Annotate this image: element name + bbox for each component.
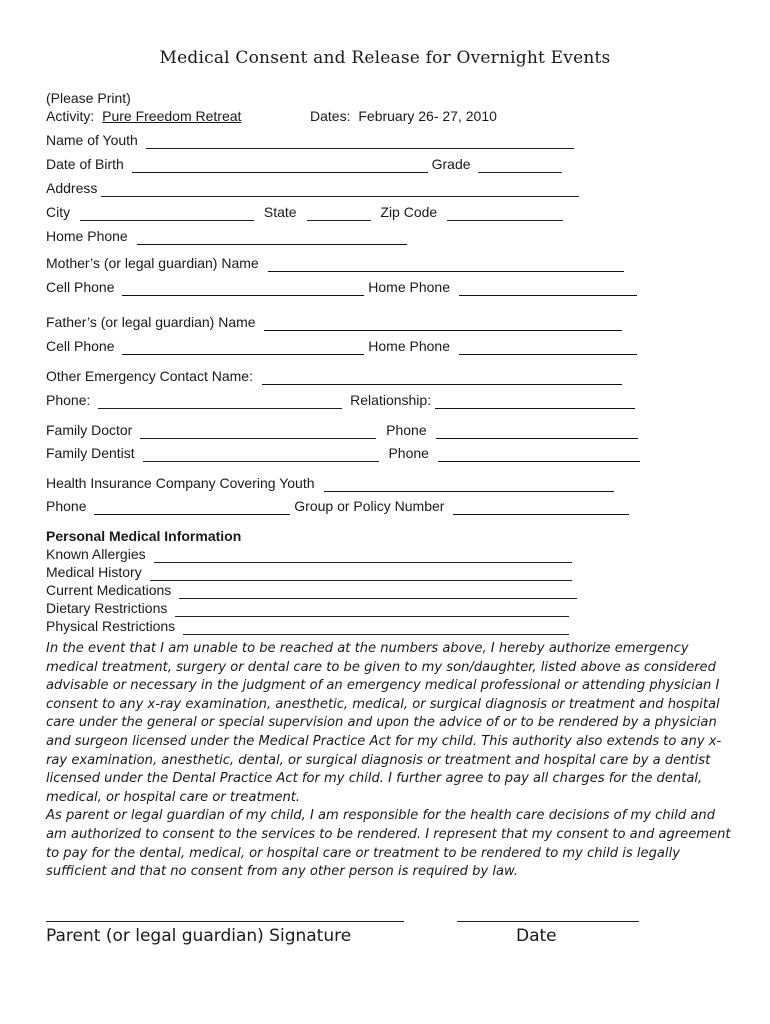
insurance-input[interactable] <box>324 477 614 492</box>
history-input[interactable] <box>150 566 572 581</box>
signature-label: Parent (or legal guardian) Signature <box>46 926 352 946</box>
address-row <box>46 180 579 197</box>
city-row <box>46 204 563 221</box>
other-contact-label: Other Emergency Contact Name: <box>46 368 253 384</box>
state-label: State <box>263 204 297 220</box>
activity-row <box>46 108 241 125</box>
city-input[interactable] <box>80 206 254 221</box>
home-phone-label: Home Phone <box>46 228 128 244</box>
name-row <box>46 132 574 149</box>
activity-label: Activity: <box>46 108 95 124</box>
activity-value: Pure Freedom Retreat <box>102 108 242 124</box>
zip-label: Zip Code <box>380 204 438 220</box>
history-row <box>46 564 572 581</box>
father-cell-input[interactable] <box>122 340 364 355</box>
mother-label: Mother’s (or legal guardian) Name <box>46 255 259 271</box>
mother-row <box>46 255 624 272</box>
dates-row <box>310 108 497 125</box>
city-label: City <box>46 204 71 220</box>
cell-phone-label-2: Cell Phone <box>46 338 115 354</box>
signature-line[interactable] <box>46 921 404 922</box>
date-line[interactable] <box>457 921 639 922</box>
physical-label: Physical Restrictions <box>46 618 176 634</box>
father-label: Father’s (or legal guardian) Name <box>46 314 256 330</box>
other-phone-input[interactable] <box>98 394 342 409</box>
home-phone-label-2: Home Phone <box>368 279 450 295</box>
address-input[interactable] <box>101 182 579 197</box>
father-row <box>46 314 622 331</box>
home-phone-label-3: Home Phone <box>368 338 450 354</box>
allergies-label: Known Allergies <box>46 546 146 562</box>
cell-phone-label: Cell Phone <box>46 279 115 295</box>
medications-row <box>46 582 577 599</box>
doctor-row <box>46 422 638 439</box>
physical-row <box>46 618 569 635</box>
medications-input[interactable] <box>179 584 577 599</box>
home-phone-row <box>46 228 407 245</box>
dentist-input[interactable] <box>143 447 379 462</box>
doctor-phone-input[interactable] <box>436 424 638 439</box>
group-policy-input[interactable] <box>453 500 629 515</box>
grade-input[interactable] <box>478 158 562 173</box>
zip-input[interactable] <box>447 206 563 221</box>
mother-home-input[interactable] <box>459 281 637 296</box>
dob-label: Date of Birth <box>46 156 124 172</box>
insurance-row <box>46 475 614 492</box>
dentist-row <box>46 445 640 462</box>
phone-colon-label: Phone: <box>46 392 91 408</box>
doctor-label: Family Doctor <box>46 422 133 438</box>
doctor-phone-label: Phone <box>386 422 427 438</box>
history-label: Medical History <box>46 564 142 580</box>
allergies-row <box>46 546 572 563</box>
dob-input[interactable] <box>132 158 428 173</box>
insurance-phone-label: Phone <box>46 498 87 514</box>
dentist-phone-input[interactable] <box>438 447 640 462</box>
dentist-label: Family Dentist <box>46 445 135 461</box>
date-label: Date <box>516 926 557 946</box>
father-input[interactable] <box>264 316 622 331</box>
dietary-label: Dietary Restrictions <box>46 600 168 616</box>
allergies-input[interactable] <box>154 548 572 563</box>
father-phone-row <box>46 338 637 355</box>
dietary-row <box>46 600 569 617</box>
mother-phone-row <box>46 279 637 296</box>
insurance-phone-row <box>46 498 629 515</box>
home-phone-input[interactable] <box>137 230 407 245</box>
group-policy-label: Group or Policy Number <box>294 498 445 514</box>
doctor-input[interactable] <box>140 424 376 439</box>
consent-text <box>46 640 736 882</box>
print-note: (Please Print) <box>46 90 131 106</box>
relationship-input[interactable] <box>435 394 635 409</box>
dietary-input[interactable] <box>175 602 569 617</box>
dates-label: Dates: <box>310 108 351 124</box>
page-title: Medical Consent and Release for Overnight Events <box>159 48 611 68</box>
state-input[interactable] <box>307 206 371 221</box>
insurance-label: Health Insurance Company Covering Youth <box>46 475 315 491</box>
name-input[interactable] <box>146 134 574 149</box>
other-contact-input[interactable] <box>262 370 622 385</box>
dates-value: February 26- 27, 2010 <box>358 108 497 124</box>
physical-input[interactable] <box>183 620 569 635</box>
medications-label: Current Medications <box>46 582 172 598</box>
medical-heading: Personal Medical Information <box>46 528 242 544</box>
other-phone-row <box>46 392 635 409</box>
dob-row <box>46 156 562 173</box>
mother-cell-input[interactable] <box>122 281 364 296</box>
consent-paragraph-2: As parent or legal guardian of my child, I am responsible for the health care decisions of my child and am authorized to consent to the services to be rendered. I represent that my consent to and agreement to pay for the dental, medical, or hospital care or treatment to be rendered to my child is legally sufficient and that no consent from any other person is required by law. <box>46 808 731 880</box>
consent-paragraph-1: In the event that I am unable to be reached at the numbers above, I hereby authorize emergency medical treatment, surgery or dental care to be given to my son/daughter, listed above as considered advisable or necessary in the judgment of an emergency medical professional or attending physician I consent to any x-ray examination, anesthetic, medical, or surgical diagnosis or treatment and hospital care under the general or special supervision and upon the advice of or to be rendered by a physician and surgeon licensed under the Medical Practice Act for my child. This authority also extends to any x-ray examination, anesthetic, dental, or surgical diagnosis or treatment and hospital care by a dentist licensed under the Dental Practice Act for my child. I further agree to pay all charges for the dental, medical, or hospital care or treatment. <box>46 641 722 805</box>
name-label: Name of Youth <box>46 132 138 148</box>
insurance-phone-input[interactable] <box>94 500 290 515</box>
dentist-phone-label: Phone <box>388 445 429 461</box>
other-contact-row <box>46 368 622 385</box>
address-label: Address <box>46 180 98 196</box>
relationship-label: Relationship: <box>350 392 432 408</box>
mother-input[interactable] <box>268 257 624 272</box>
father-home-input[interactable] <box>459 340 637 355</box>
grade-label: Grade <box>431 156 471 172</box>
